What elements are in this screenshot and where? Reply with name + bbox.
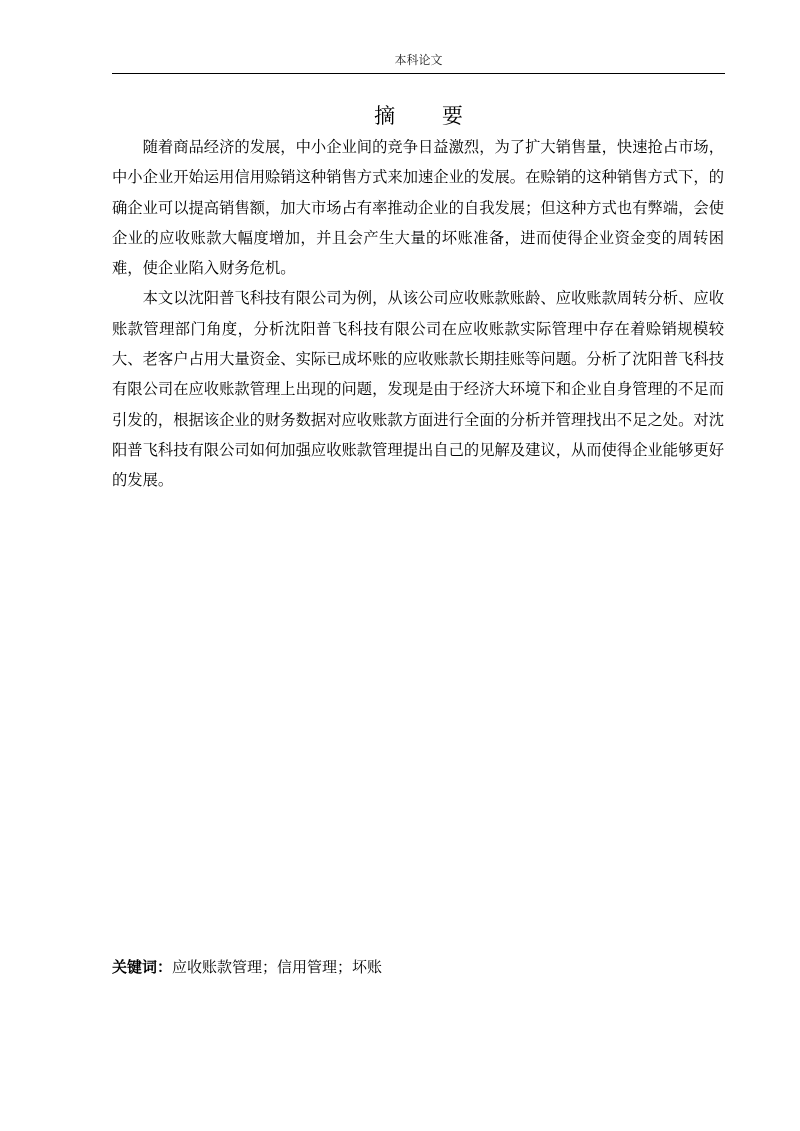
page-header: 本科论文 [394, 53, 443, 67]
keywords-line [112, 953, 725, 981]
abstract-paragraph-2: 本文以沈阳普飞科技有限公司为例，从该公司应收账款账龄、应收账款周转分析、应收账款管理部门角度，分析沈阳普飞科技有限公司在应收账款实际管理中存在着赊销规模较大、老客户占用大量资金、实际已成坏账的应收账款长期挂账等问题。分析了沈阳普飞科技有限公司在应收账款管理上出现的问题，发现是由于经济大环境下和企业自身管理的不足而引发的，根据该企业的财务数据对应收账款方面进行全面的分析并管理找出不足之处。对沈阳普飞科技有限公司如何加强应收账款管理提出自己的见解及建议，从而使得企业能够更好的发展。 [112, 289, 724, 490]
abstract-paragraph-1: 随着商品经济的发展，中小企业间的竞争日益激烈，为了扩大销售量，快速抢占市场，中小企业开始运用信用赊销这种销售方式来加速企业的发展。在赊销的这种销售方式下，的确企业可以提高销售额，加大市场占有率推动企业的自我发展；但这种方式也有弊端，会使企业的应收账款大幅度增加，并且会产生大量的坏账准备，进而使得企业资金变的周转困难，使企业陷入财务危机。 [112, 138, 724, 278]
keywords-value: 应收账款管理；信用管理；坏账 [172, 958, 383, 976]
abstract-title: 摘 要 [374, 104, 483, 128]
abstract-body [112, 132, 724, 496]
keywords-label: 关键词： [112, 958, 173, 976]
header-rule [112, 73, 725, 74]
